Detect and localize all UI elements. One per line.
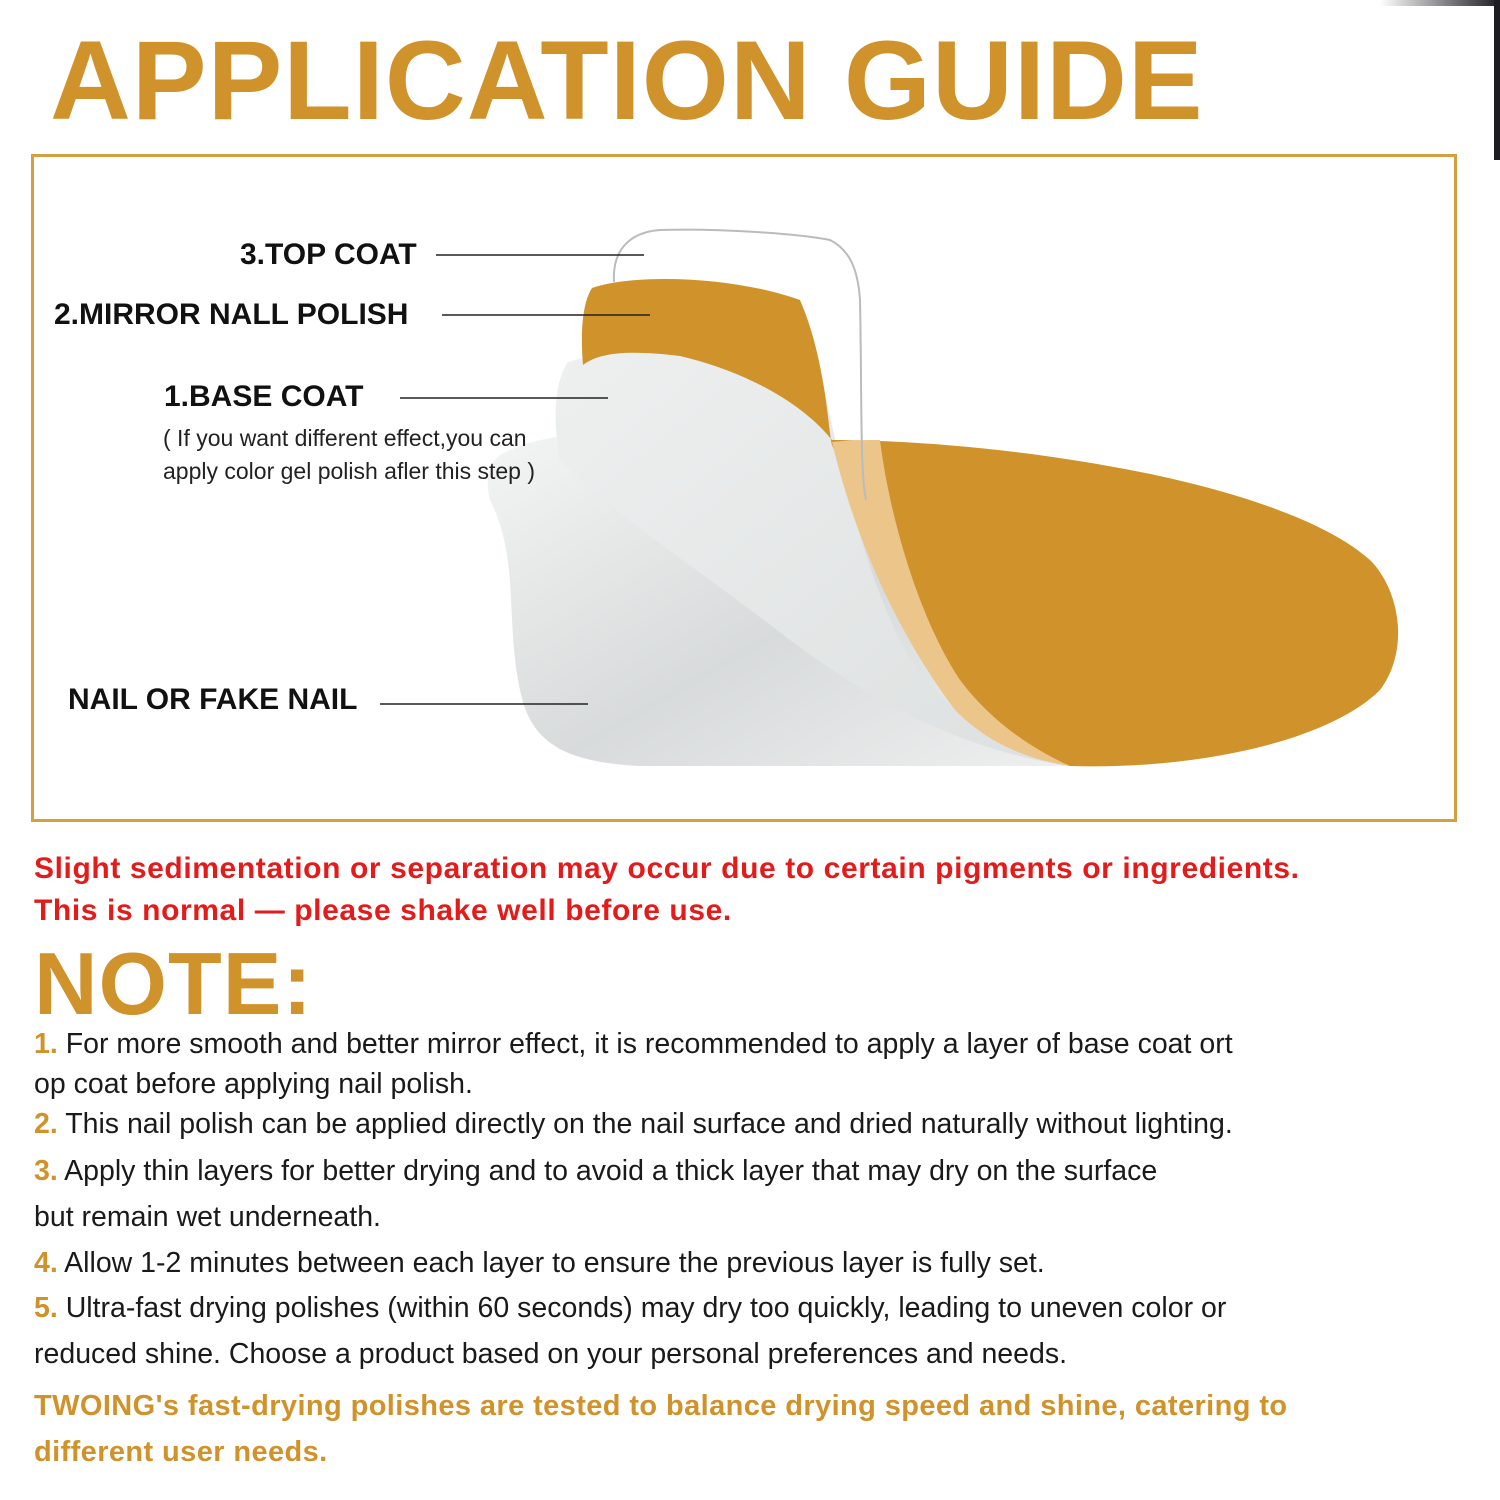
note-heading: NOTE:: [34, 934, 313, 1033]
base-coat-label: 1.BASE COAT: [164, 380, 364, 413]
note-item-4: [34, 1247, 1045, 1280]
mirror-polish-label: 2.MIRROR NALL POLISH: [54, 298, 409, 331]
note-text: This nail polish can be applied directly on the nail surface and dried naturally without lighting.: [65, 1108, 1233, 1140]
warning-line2: This is normal — please shake well before use.: [34, 894, 732, 927]
note-number: 4.: [34, 1247, 58, 1279]
brand-statement-line2: different user needs.: [34, 1436, 328, 1468]
base-coat-note-line2: apply color gel polish afler this step ): [163, 458, 536, 484]
note-number: 2.: [34, 1108, 58, 1140]
nail-label: NAIL OR FAKE NAIL: [68, 683, 358, 716]
note-item-2: [34, 1108, 1233, 1141]
warning-line1: Slight sedimentation or separation may occur due to certain pigments or ingredients.: [34, 852, 1300, 885]
note-item-1: [34, 1028, 1233, 1061]
note-item-3-cont: but remain wet underneath.: [34, 1201, 381, 1233]
shake-warning: [34, 848, 1300, 932]
page-title: APPLICATION GUIDE: [50, 18, 1204, 143]
note-item-1-cont: op coat before applying nail polish.: [34, 1068, 473, 1100]
note-number: 3.: [34, 1155, 58, 1187]
note-item-5: [34, 1292, 1226, 1325]
note-number: 5.: [34, 1292, 58, 1324]
base-coat-note-line1: ( If you want different effect,you can: [163, 425, 527, 451]
note-text: Ultra-fast drying polishes (within 60 seconds) may dry too quickly, leading to uneven color or: [65, 1292, 1227, 1324]
brand-statement-line1: TWOING's fast-drying polishes are tested to balance drying speed and shine, catering to: [34, 1390, 1288, 1422]
top-coat-label: 3.TOP COAT: [240, 238, 417, 271]
note-text: For more smooth and better mirror effect, it is recommended to apply a layer of base coat ort: [65, 1028, 1233, 1060]
note-text: Apply thin layers for better drying and to avoid a thick layer that may dry on the surface: [64, 1155, 1158, 1187]
note-number: 1.: [34, 1028, 58, 1060]
note-item-5-cont: reduced shine. Choose a product based on your personal preferences and needs.: [34, 1338, 1068, 1370]
brand-statement: [34, 1383, 1288, 1475]
note-item-3: [34, 1155, 1157, 1188]
note-text: Allow 1-2 minutes between each layer to ensure the previous layer is fully set.: [64, 1247, 1045, 1279]
